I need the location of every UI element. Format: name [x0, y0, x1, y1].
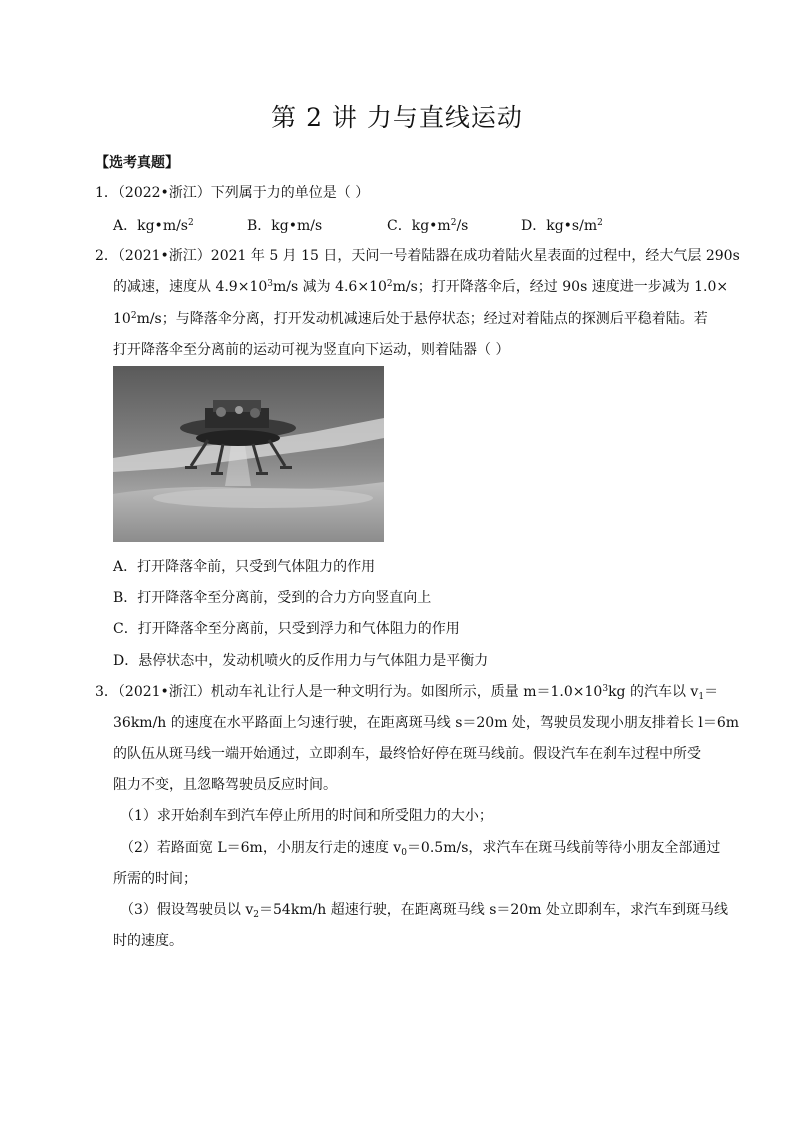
q2-option-c: C．打开降落伞至分离前，只受到浮力和气体阻力的作用 [113, 621, 460, 637]
section-heading: 【选考真题】 [95, 155, 179, 171]
q3-part-2-cont: 所需的时间； [113, 871, 197, 887]
q2-line-4: 打开降落伞至分离前的运动可视为竖直向下运动，则着陆器（ ） [113, 342, 510, 358]
q3-line-1: 3．（2021•浙江）机动车礼让行人是一种文明行为。如图所示，质量 $m=1.0\times 10^3kg$ 的汽车以 $v_1=$ [95, 684, 719, 702]
q3-part-1: （1）求开始刹车到汽车停止所用的时间和所受阻力的大小； [120, 808, 493, 824]
q1-option-b: B．kg•m/s [247, 218, 323, 234]
q1-stem: 1．（2022•浙江）下列属于力的单位是（ ） [95, 185, 370, 201]
q3-part-3: （3）假设驾驶员以 $v_2=54km/h$ 超速行驶，在距离斑马线 s＝20m 处立即刹车，求汽车到斑马线 [120, 902, 728, 920]
q3-line-3: 的队伍从斑马线一端开始通过，立即刹车，最终恰好停在斑马线前。假设汽车在刹车过程中所受 [113, 746, 701, 762]
q2-option-b: B．打开降落伞至分离前，受到的合力方向竖直向上 [113, 590, 432, 606]
q1-option-c: C．$kg•m^2/s$ [387, 218, 469, 234]
mars-lander-photo [113, 366, 384, 542]
page-title: 第 2 讲 力与直线运动 [271, 103, 523, 132]
q3-part-2: （2）若路面宽 L＝6m，小朋友行走的速度 $v_0=0.5m/s$，求汽车在斑马线前等待小朋友全部通过 [120, 840, 721, 858]
q3-part-3-cont: 时的速度。 [113, 933, 183, 949]
q1-option-d: D．$kg•s/m^2$ [521, 218, 603, 234]
q2-line-1: 2．（2021•浙江）2021 年 5 月 15 日，天问一号着陆器在成功着陆火星表面的过程中，经大气层 290s [95, 248, 740, 264]
q3-line-4: 阻力不变，且忽略驾驶员反应时间。 [113, 777, 337, 793]
q3-line-2: 36km/h 的速度在水平路面上匀速行驶，在距离斑马线 s＝20m 处，驾驶员发现小朋友排着长 l＝6m [113, 715, 740, 731]
q1-option-a: A．$kg•m/s^2$ [113, 218, 194, 234]
q2-line-2: 的减速，速度从 $4.9\times 10^3m/s$ 减为 $4.6\times 10^2m/s$；打开降落伞后，经过 90s 速度进一步减为 1.0× [113, 279, 729, 295]
q2-line-3: $10^2m/s$；与降落伞分离，打开发动机减速后处于悬停状态；经过对着陆点的探测后平稳着陆。若 [113, 311, 708, 327]
q2-option-d: D．悬停状态中，发动机喷火的反作用力与气体阻力是平衡力 [113, 653, 489, 669]
q2-option-a: A．打开降落伞前，只受到气体阻力的作用 [113, 559, 376, 575]
